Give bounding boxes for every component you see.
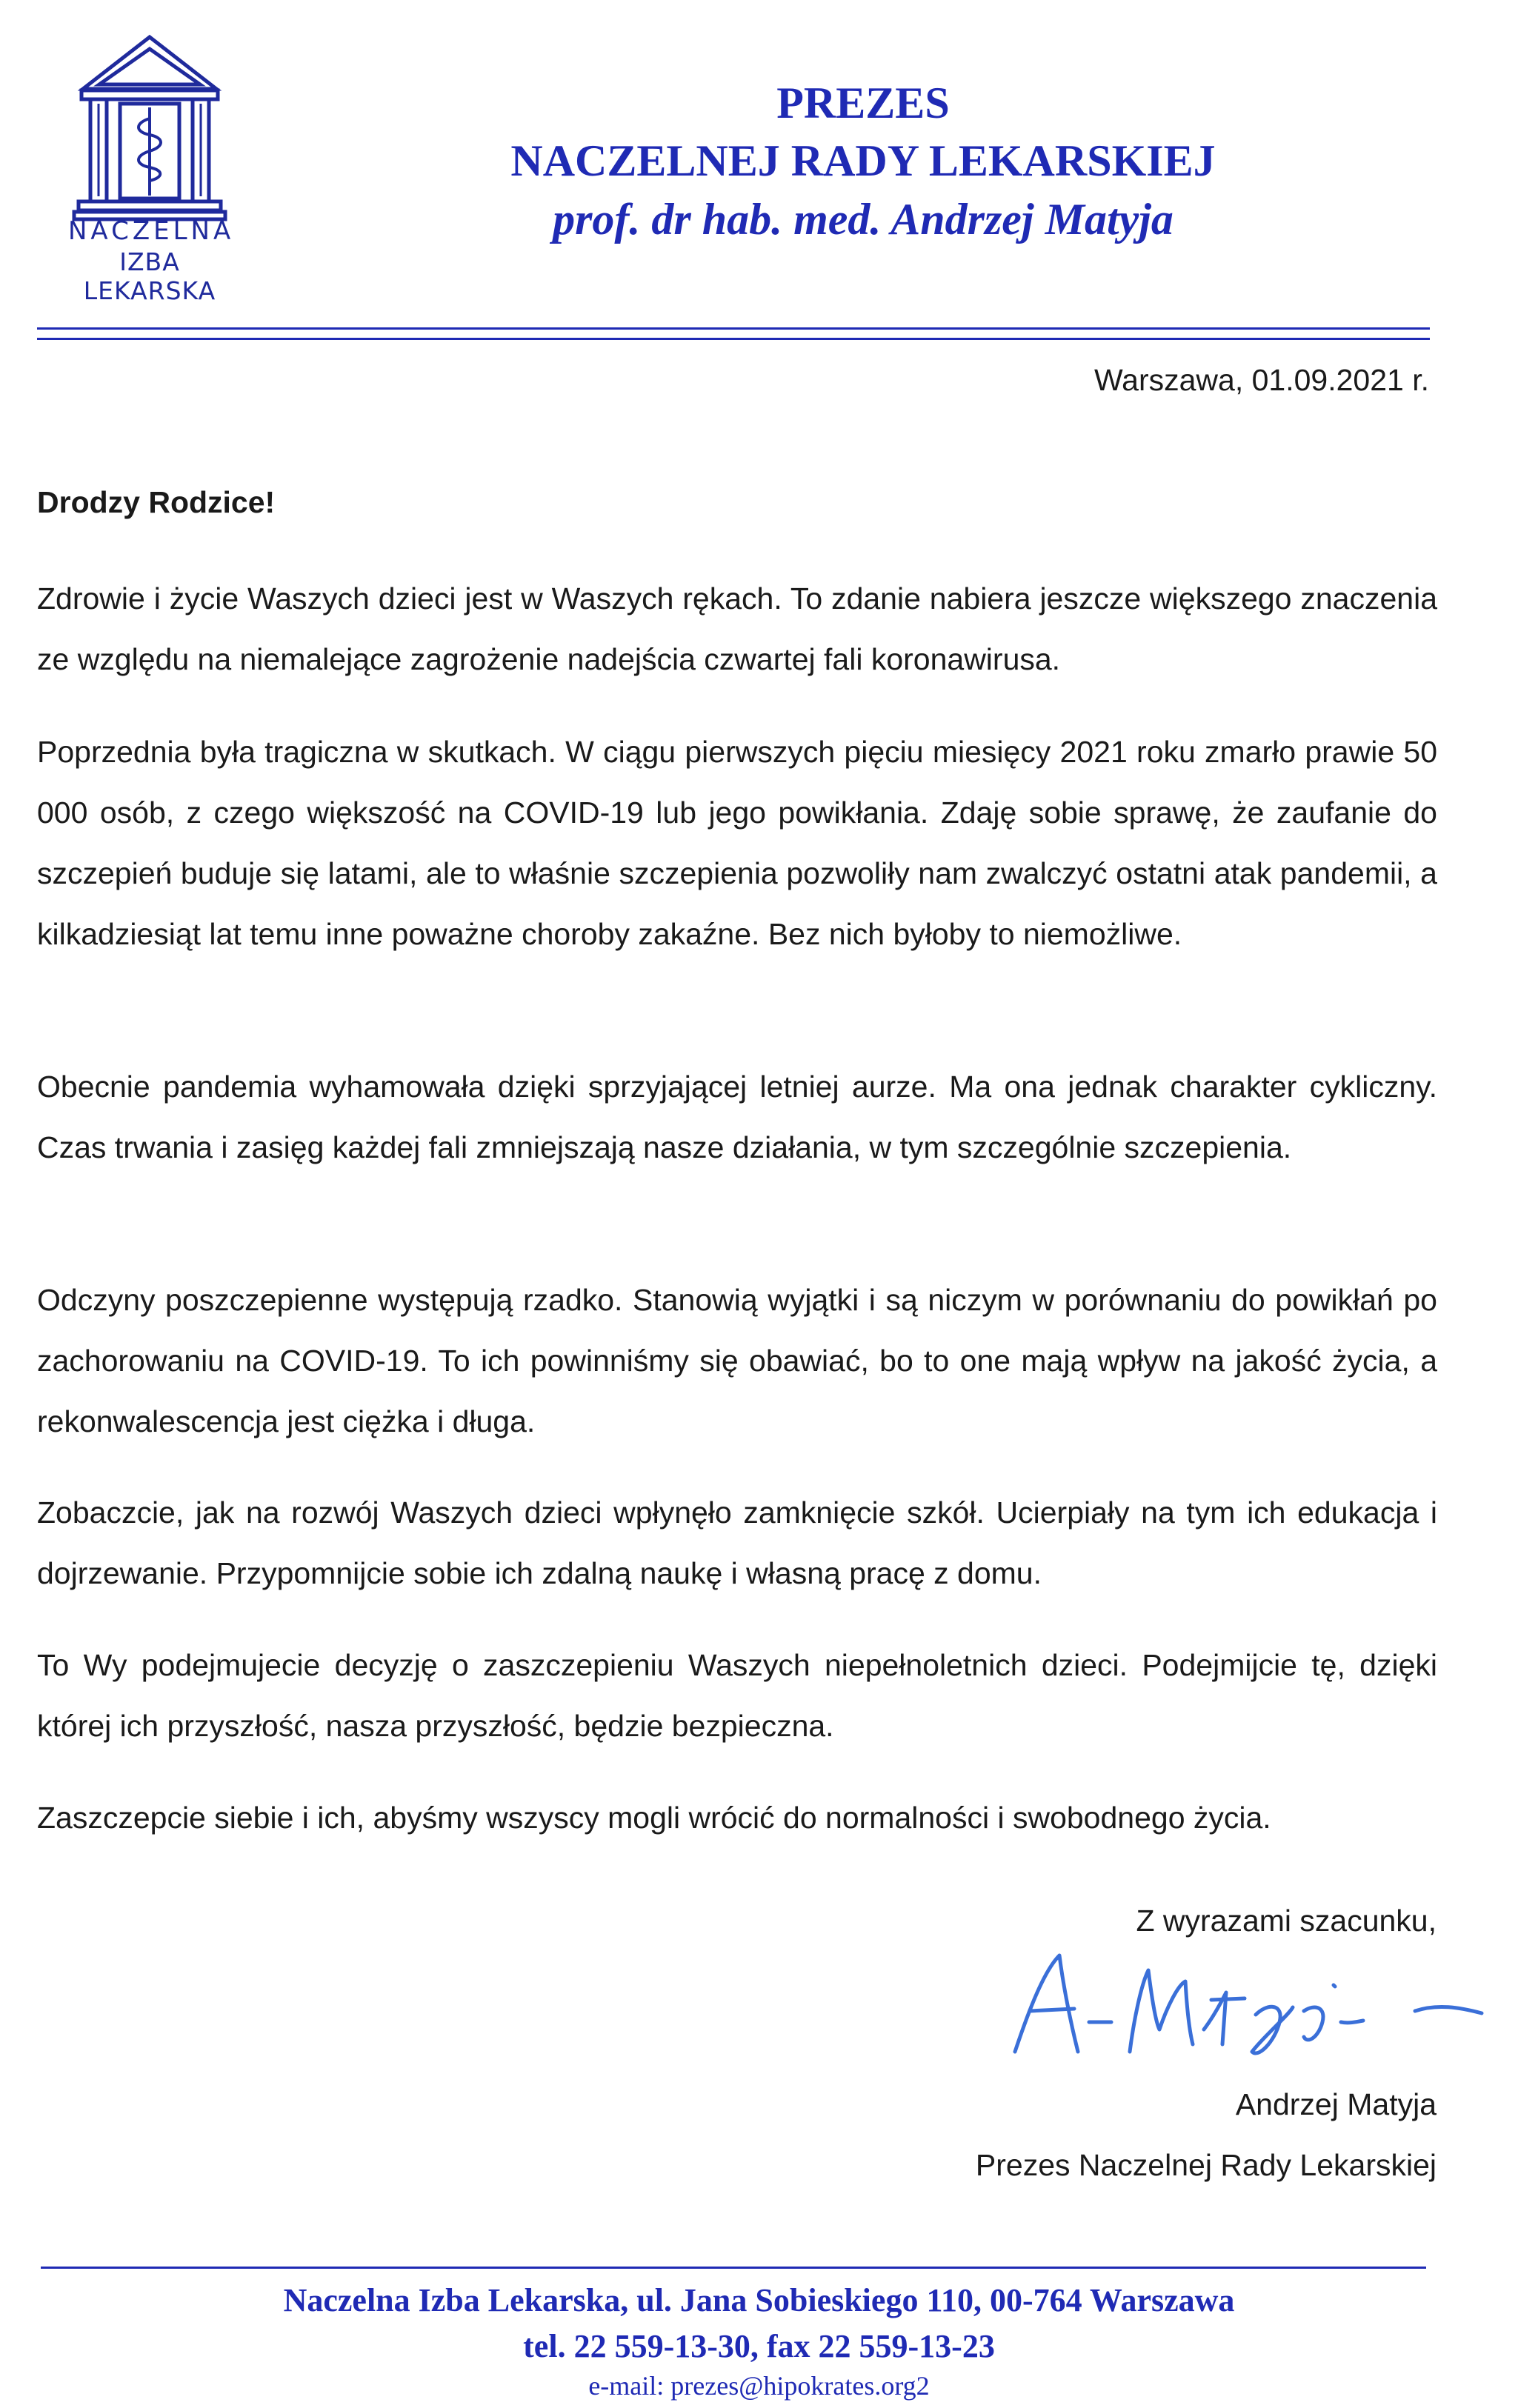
header-rule-top	[37, 327, 1430, 330]
footer-phone: tel. 22 559-13-30, fax 22 559-13-23	[523, 2328, 995, 2364]
paragraph: Zdrowie i życie Waszych dzieci jest w Waszych rękach. To zdanie nabiera jeszcze większego znaczenia ze względu na niemalejące zagrożenie nadejścia czwartej fali koronawirusa.	[37, 581, 1437, 676]
header-rule-bottom	[37, 338, 1430, 340]
letter-date: Warszawa, 01.09.2021 r.	[1093, 363, 1429, 397]
paragraph: To Wy podejmujecie decyzję o zaszczepieniu Waszych niepełnoletnich dzieci. Podejmijcie tę, dzięki której ich przyszłość, nasza przyszłość, będzie bezpieczna.	[37, 1648, 1437, 1743]
signer-title: Prezes Naczelnej Rady Lekarskiej	[975, 2148, 1437, 2182]
letterhead	[400, 74, 1326, 249]
handwritten-signature	[1000, 1941, 1489, 2059]
footer-address: Naczelna Izba Lekarska, ul. Jana Sobieskiego 110, 00-764 Warszawa	[283, 2282, 1235, 2318]
paragraph: Zobaczcie, jak na rozwój Waszych dzieci wpłynęło zamknięcie szkół. Ucierpiały na tym ich edukacja i dojrzewanie. Przypomnijcie sobie ich zdalną naukę i własną pracę z domu.	[37, 1495, 1437, 1590]
paragraph: Poprzednia była tragiczna w skutkach. W ciągu pierwszych pięciu miesięcy 2021 roku zmarło prawie 50 000 osób, z czego większość na COVID-19 lub jego powikłania. Zdaję sobie sprawę, że zaufanie do szczepień buduje się latami, ale to właśnie szczepienia pozwoliły nam zwalczyć ostatni atak pandemii, a kilkadziesiąt lat temu inne poważne choroby zakaźne. Bez nich byłoby to niemożliwe.	[37, 735, 1437, 951]
footer-email: e-mail: prezes@hipokrates.org2	[588, 2371, 930, 2401]
paragraph: Obecnie pandemia wyhamowała dzięki sprzyjającej letniej aurze. Ma ona jednak charakter cykliczny. Czas trwania i zasięg każdej fali zmniejszają nasze działania, w tym szczególnie szczepienia.	[37, 1070, 1437, 1164]
footer-rule	[41, 2267, 1426, 2269]
letterhead-title: PREZES	[776, 79, 950, 127]
logo-text-line2: IZBA LEKARSKA	[83, 247, 216, 305]
letterhead-subtitle: NACZELNEJ RADY LEKARSKIEJ	[510, 136, 1216, 185]
closing: Z wyrazami szacunku,	[1136, 1904, 1437, 1938]
greeting: Drodzy Rodzice!	[37, 485, 276, 519]
letterhead-person: prof. dr hab. med. Andrzej Matyja	[553, 195, 1174, 244]
signer-name: Andrzej Matyja	[1235, 2087, 1437, 2121]
logo-text-line1: NACZELNA	[68, 216, 235, 246]
paragraph: Zaszczepcie siebie i ich, abyśmy wszyscy mogli wrócić do normalności i swobodnego życia.	[37, 1801, 1271, 1835]
paragraph: Odczyny poszczepienne występują rzadko. Stanowią wyjątki i są niczym w porównaniu do powikłań po zachorowaniu na COVID-19. To ich powinniśmy się obawiać, bo to one mają wpływ na jakość życia, a rekonwalescencja jest ciężka i długa.	[37, 1283, 1437, 1438]
